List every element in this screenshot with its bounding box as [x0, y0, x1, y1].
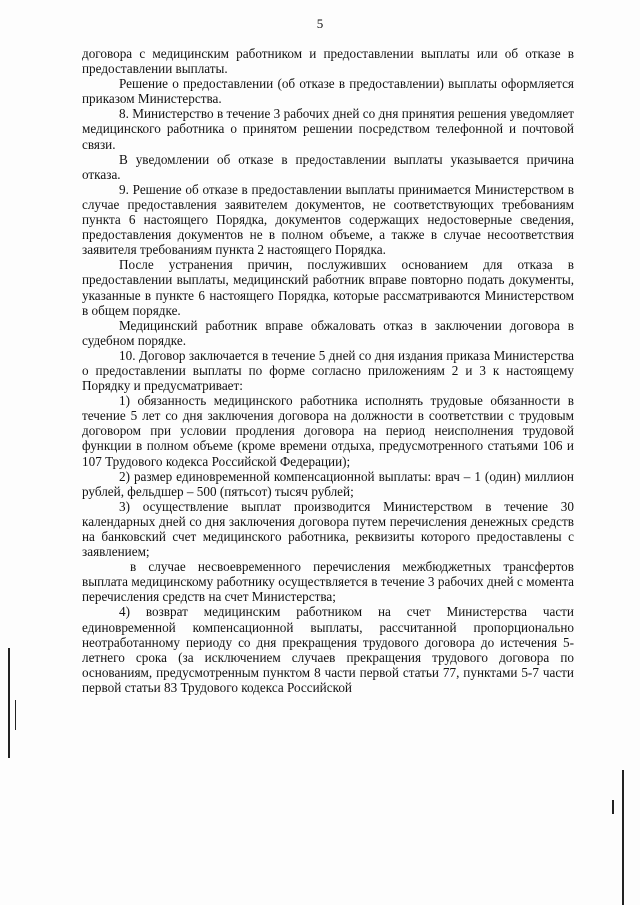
paragraph-7: Медицинский работник вправе обжаловать отказ в заключении договора в судебном порядке.: [82, 317, 574, 348]
document-body: [82, 46, 574, 695]
paragraph-12: в случае несвоевременного перечисления межбюджетных трансфертов выплата медицинскому работнику осуществляется в течение 3 рабочих дней с момента перечисления средств на счет Министерства;: [82, 559, 574, 605]
paragraph-10: 2) размер единовременной компенсационной выплаты: врач – 1 (один) миллион рублей, фельдшер – 500 (пятьсот) тысяч рублей;: [82, 468, 574, 499]
paragraph-8: 10. Договор заключается в течение 5 дней со дня издания приказа Министерства о предоставлении выплаты по форме согласно приложениям 2 и 3 к настоящему Порядку и предусматривает:: [82, 347, 574, 394]
paragraph-2: Решение о предоставлении (об отказе в предоставлении) выплаты оформляется приказом Министерства.: [82, 76, 574, 107]
paragraph-9: 1) обязанность медицинского работника исполнять трудовые обязанности в течение 5 лет со дня заключения договора на должности в соответствии с трудовым договором при условии продления договора на период неисполнения трудовой функции в полном объеме (кроме времени отдыха, предусмотренного статьями 106 и 107 Трудового кодекса Российской Федерации);: [82, 393, 574, 469]
paragraph-13: 4) возврат медицинским работником на счет Министерства части единовременной компенсационной выплаты, рассчитанной пропорционально неотработанному периоду со дня прекращения трудового договора до истечения 5-летнего срока (за исключением случаев прекращения трудового договора по основаниям, предусмотренным пунктом 8 части первой статьи 77, пунктами 5-7 части первой статьи 83 Трудового кодекса Российской: [82, 604, 574, 695]
scan-edge-mark-left-small: [15, 700, 16, 730]
scan-edge-mark-left: [8, 648, 10, 758]
paragraph-4: В уведомлении об отказе в предоставлении выплаты указывается причина отказа.: [82, 151, 574, 182]
paragraph-6: После устранения причин, послуживших основанием для отказа в предоставлении выплаты, медицинский работник вправе повторно подать документы, указанные в пункте 6 настоящего Порядка, которые рассматриваются Министерством в общем порядке.: [82, 257, 574, 318]
paragraph-11: 3) осуществление выплат производится Министерством в течение 30 календарных дней со дня заключения договора путем перечисления денежных средств на банковский счет медицинского работника, реквизиты которого предоставлены с заявлением;: [82, 498, 574, 560]
paragraph-1: договора с медицинским работником и предоставлении выплаты или об отказе в предоставлении выплаты.: [82, 46, 574, 77]
page-number: 5: [316, 16, 324, 31]
scan-edge-mark-right-small: [612, 800, 614, 814]
paragraph-3: 8. Министерство в течение 3 рабочих дней со дня принятия решения уведомляет медицинского работника о принятом решении посредством телефонной и почтовой связи.: [82, 106, 574, 152]
scan-edge-mark-right: [622, 770, 624, 905]
paragraph-5: 9. Решение об отказе в предоставлении выплаты принимается Министерством в случае предоставления заявителем документов, не соответствующих требованиям пункта 6 настоящего Порядка, документов содержащих недостоверные сведения, предоставления документов не в полном объеме, а также в случае несоответствия заявителя требованиям пункта 2 настоящего Порядка.: [82, 181, 574, 258]
